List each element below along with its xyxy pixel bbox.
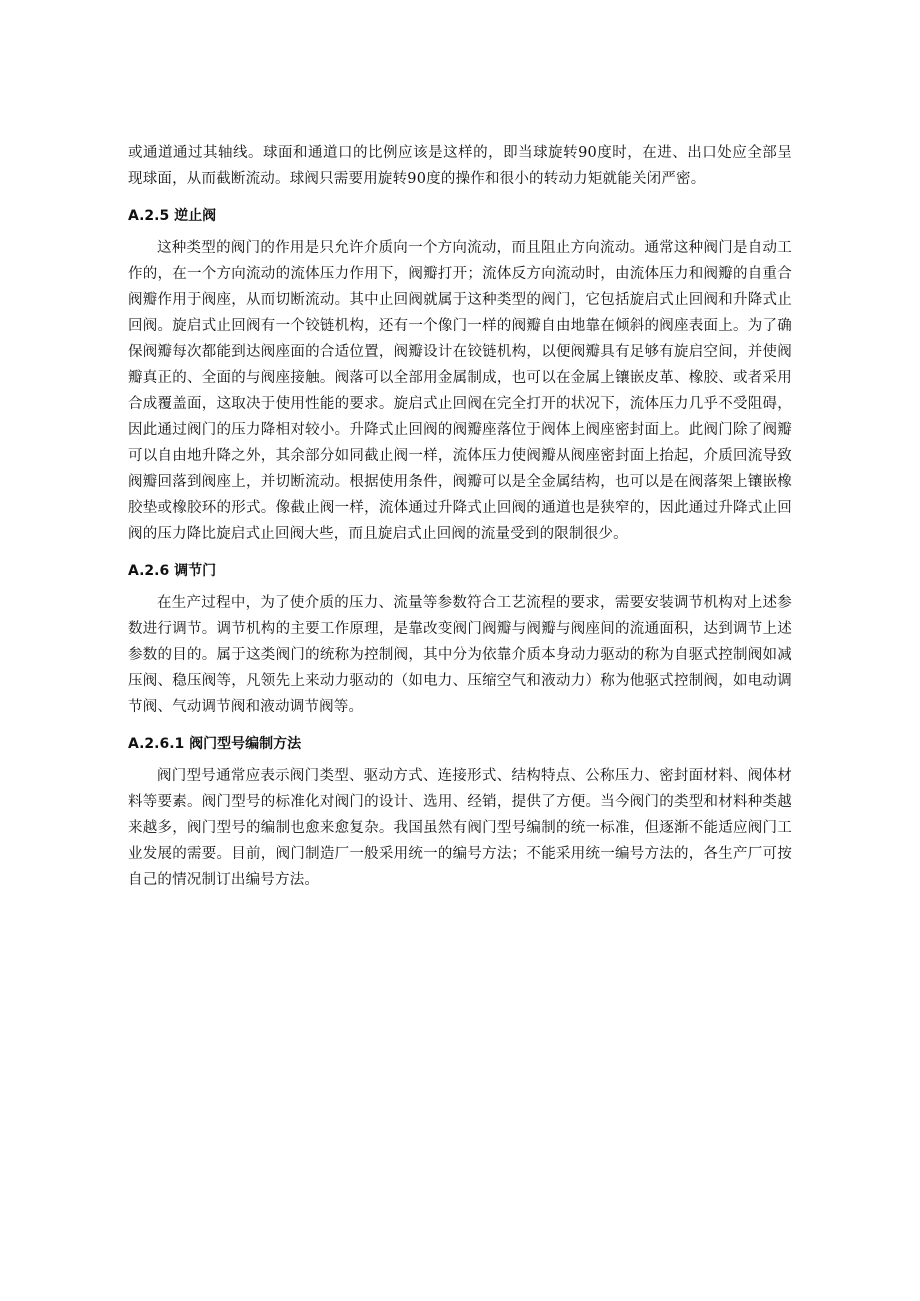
spacer [128,582,792,590]
heading-a-2-6-1-valve-model-numbering: A.2.6.1 阀门型号编制方法 [128,736,302,752]
spacer [128,192,792,205]
paragraph-valve-model-numbering: 阀门型号通常应表示阀门类型、驱动方式、连接形式、结构特点、公称压力、密封面材料、阀体材料等要素。阀门型号的标准化对阀门的设计、选用、经销，提供了方便。当今阀门的类型和材料种类越来越多，阀门型号的编制也愈来愈复杂。我国虽然有阀门型号编制的统一标准，但逐渐不能适应阀门工业发展的需要。目前，阀门制造厂一般采用统一的编号方法；不能采用统一编号方法的，各生产厂可按自己的情况制订出编号方法。 [128,768,792,888]
heading-a-2-6-regulating-valve: A.2.6 调节门 [128,563,217,579]
paragraph-ball-valve-continuation: 或通道通过其轴线。球面和通道口的比例应该是这样的，即当球旋转90度时，在进、出口处应全部呈现球面，从而截断流动。球阀只需要用旋转90度的操作和很小的转动力矩就能关闭严密。 [128,145,792,187]
document-page [128,140,792,893]
spacer [128,755,792,763]
spacer [128,227,792,235]
spacer [128,547,792,560]
spacer [128,720,792,733]
heading-a-2-5-check-valve: A.2.5 逆止阀 [128,208,217,224]
paragraph-check-valve: 这种类型的阀门的作用是只允许介质向一个方向流动，而且阻止方向流动。通常这种阀门是自动工作的，在一个方向流动的流体压力作用下，阀瓣打开；流体反方向流动时，由流体压力和阀瓣的自重合阀瓣作用于阀座，从而切断流动。其中止回阀就属于这种类型的阀门，它包括旋启式止回阀和升降式止回阀。旋启式止回阀有一个铰链机构，还有一个像门一样的阀瓣自由地靠在倾斜的阀座表面上。为了确保阀瓣每次都能到达阀座面的合适位置，阀瓣设计在铰链机构，以便阀瓣具有足够有旋启空间，并使阀瓣真正的、全面的与阀座接触。阀落可以全部用金属制成，也可以在金属上镶嵌皮革、橡胶、或者采用合成覆盖面，这取决于使用性能的要求。旋启式止回阀在完全打开的状况下，流体压力几乎不受阻碍，因此通过阀门的压力降相对较小。升降式止回阀的阀瓣座落位于阀体上阀座密封面上。此阀门除了阀瓣可以自由地升降之外，其余部分如同截止阀一样，流体压力使阀瓣从阀座密封面上抬起，介质回流导致阀瓣回落到阀座上，并切断流动。根据使用条件，阀瓣可以是全金属结构，也可以是在阀落架上镶嵌橡胶垫或橡胶环的形式。像截止阀一样，流体通过升降式止回阀的通道也是狭窄的，因此通过升降式止回阀的压力降比旋启式止回阀大些，而且旋启式止回阀的流量受到的限制很少。 [128,240,792,542]
paragraph-regulating-valve: 在生产过程中，为了使介质的压力、流量等参数符合工艺流程的要求，需要安装调节机构对上述参数进行调节。调节机构的主要工作原理，是靠改变阀门阀瓣与阀瓣与阀座间的流通面积，达到调节上述参数的目的。属于这类阀门的统称为控制阀，其中分为依靠介质本身动力驱动的称为自驱式控制阀如减压阀、稳压阀等，凡领先上来动力驱动的（如电力、压缩空气和液动力）称为他驱式控制阀，如电动调节阀、气动调节阀和液动调节阀等。 [128,595,792,715]
